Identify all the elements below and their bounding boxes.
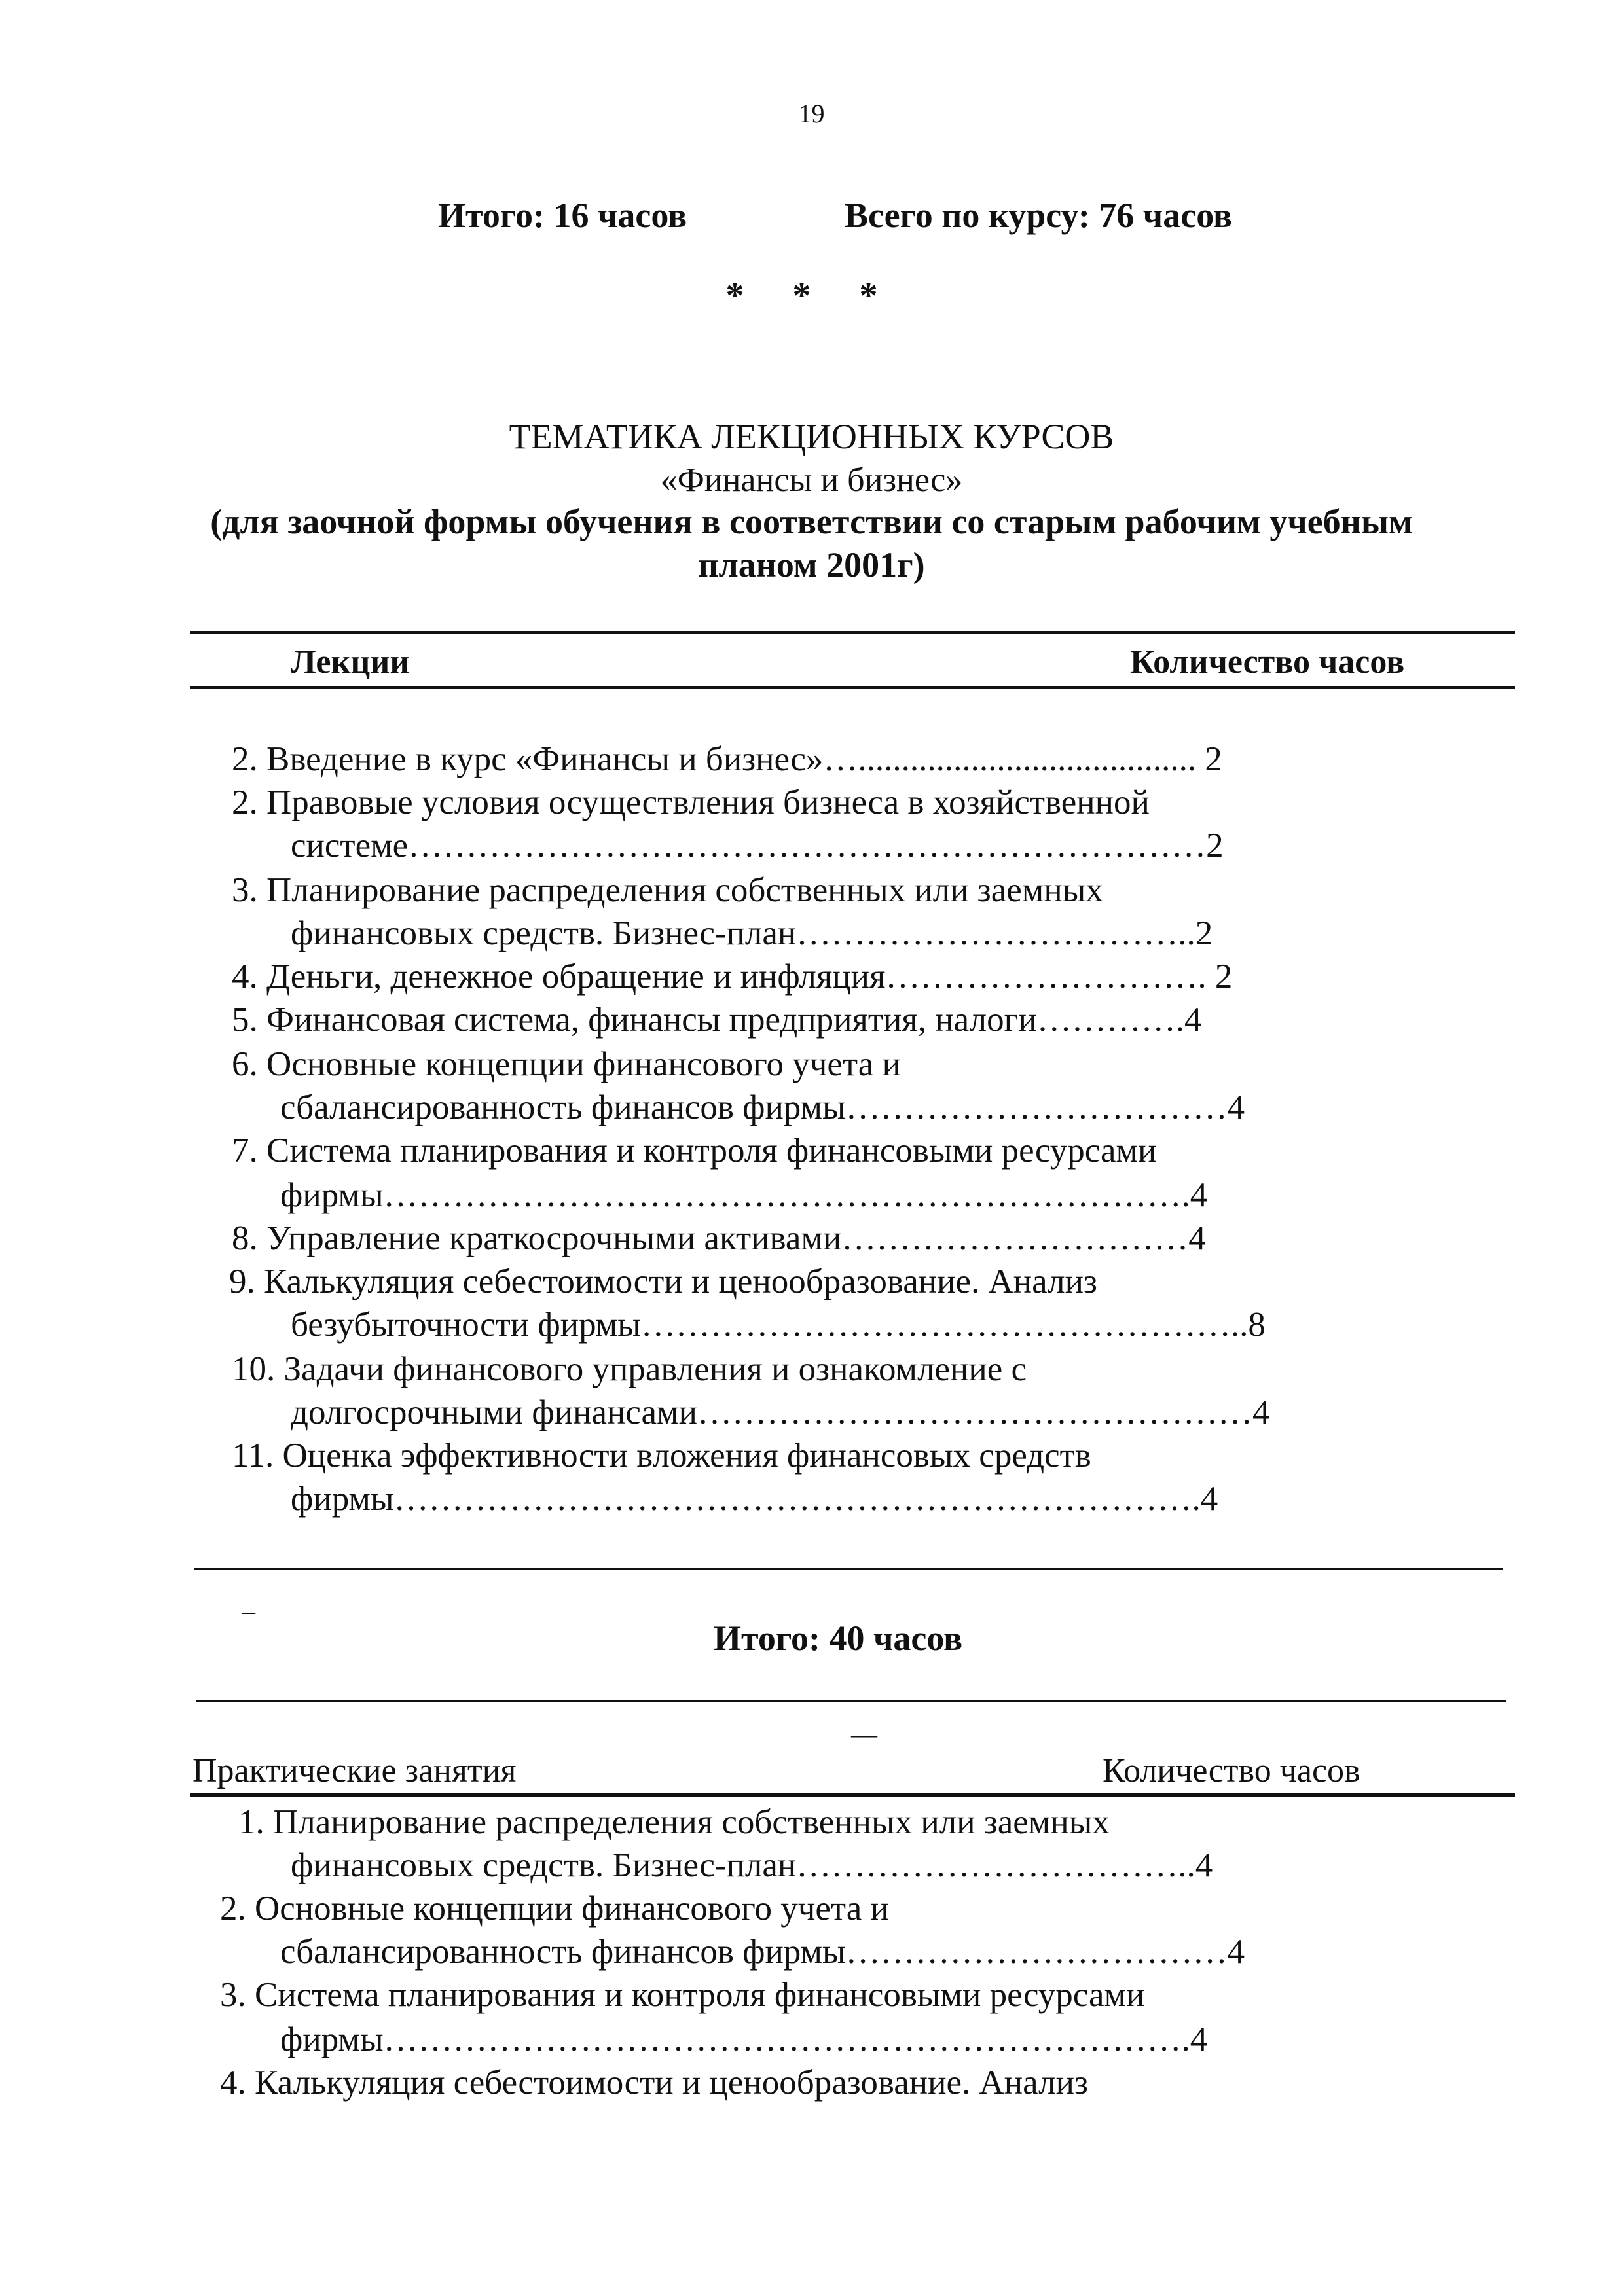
list-item: 9. Калькуляция себестоимости и ценообразование. Анализ: [229, 1263, 1097, 1300]
list-item: финансовых средств. Бизнес-план……………………………..2: [291, 914, 1213, 952]
lectures-column-header: Лекции: [291, 643, 410, 681]
list-item: 11. Оценка эффективности вложения финансовых средств: [232, 1437, 1091, 1475]
list-item: 3. Планирование распределения собственных или заемных: [232, 871, 1103, 909]
list-item: сбалансированность финансов фирмы……………………………4: [280, 1933, 1245, 1971]
list-item: фирмы…………………………………………………………….4: [291, 1480, 1218, 1518]
stray-dash: —: [851, 1719, 877, 1749]
list-item: безубыточности фирмы……………………………………………..8: [291, 1306, 1266, 1344]
page-number: 19: [798, 99, 825, 128]
list-item: 6. Основные концепции финансового учета и: [232, 1045, 901, 1083]
list-item: фирмы…………………………………………………………….4: [280, 1176, 1208, 1214]
section-total: Итого: 16 часов: [438, 196, 687, 235]
list-item: системе……………………………………………………………2: [291, 827, 1224, 865]
list-item: 4. Деньги, денежное обращение и инфляция………………………. 2: [232, 958, 1233, 996]
list-item: 7. Система планирования и контроля финансовыми ресурсами: [232, 1132, 1157, 1170]
list-item: 4. Калькуляция себестоимости и ценообразование. Анализ: [220, 2064, 1088, 2102]
lectures-header-top-rule: [190, 631, 1515, 634]
list-item: 2. Введение в курс «Финансы и бизнес»…....................................... 2: [232, 740, 1222, 778]
hours-column-header: Количество часов: [1130, 643, 1405, 681]
list-item: фирмы…………………………………………………………….4: [280, 2020, 1208, 2058]
list-item: 2. Основные концепции финансового учета и: [220, 1890, 889, 1928]
list-item: 5. Финансовая система, финансы предприятия, налоги………….4: [232, 1001, 1202, 1039]
lecture-topics-title: ТЕМАТИКА ЛЕКЦИОННЫХ КУРСОВ: [509, 417, 1114, 456]
list-item: 8. Управление краткосрочными активами…………………………4: [232, 1219, 1206, 1257]
stray-underscore: _: [242, 1587, 255, 1617]
list-item: 2. Правовые условия осуществления бизнеса в хозяйственной: [232, 783, 1150, 821]
lectures-header-bottom-rule: [190, 686, 1515, 689]
study-form-note-line2: планом 2001г): [698, 545, 925, 584]
list-item: долгосрочными финансами…………………………………………4: [291, 1393, 1270, 1431]
list-item: сбалансированность финансов фирмы……………………………4: [280, 1088, 1245, 1126]
course-total: Всего по курсу: 76 часов: [845, 196, 1233, 235]
practice-column-header: Практические занятия: [192, 1752, 517, 1789]
study-form-note-line1: (для заочной формы обучения в соответствии со старым рабочим учебным: [210, 502, 1413, 541]
lectures-total-rule: [196, 1700, 1506, 1702]
lectures-end-rule: [194, 1568, 1503, 1570]
practice-hours-column-header: Количество часов: [1103, 1752, 1360, 1789]
list-item: 1. Планирование распределения собственных или заемных: [238, 1803, 1110, 1841]
practice-header-rule: [190, 1793, 1515, 1797]
list-item: 10. Задачи финансового управления и ознакомление с: [232, 1350, 1027, 1388]
section-separator: * * *: [725, 276, 898, 316]
course-name: «Финансы и бизнес»: [660, 461, 963, 499]
list-item: 3. Система планирования и контроля финансовыми ресурсами: [220, 1976, 1145, 2014]
list-item: финансовых средств. Бизнес-план……………………………..4: [291, 1846, 1213, 1884]
lectures-total: Итого: 40 часов: [714, 1619, 963, 1658]
